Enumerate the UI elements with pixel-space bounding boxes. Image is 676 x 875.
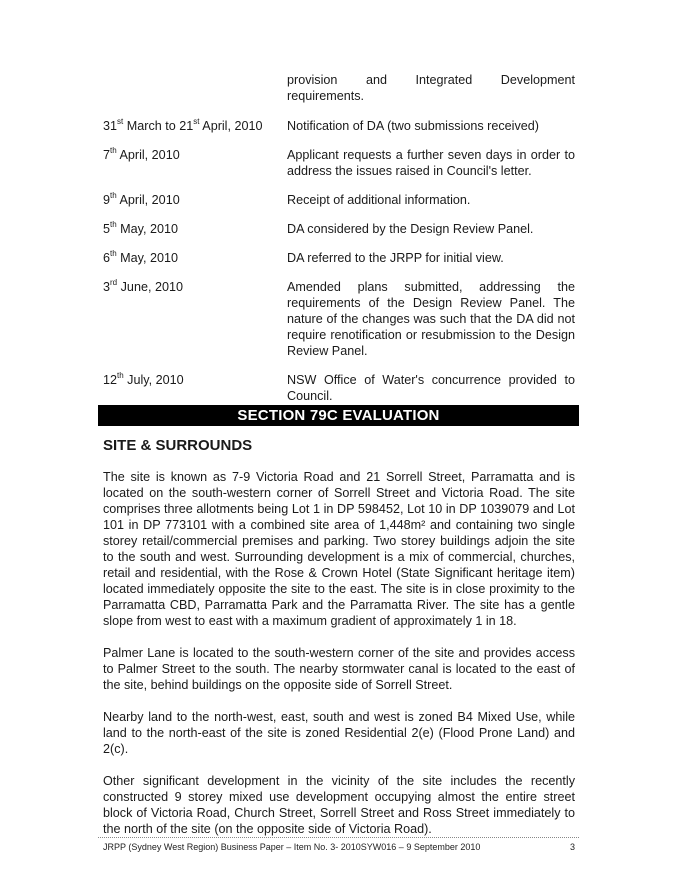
body-text [103,469,575,853]
timeline-row [103,250,575,266]
timeline-description: DA referred to the JRPP for initial view. [287,251,504,265]
paragraph: Palmer Lane is located to the south-western corner of the site and provides access to Palmer Street to the south. The nearby stormwater canal is located to the east of the site, behind buildings on the opposite side of Sorrell Street. [103,646,575,692]
timeline-date: 12th July, 2010 [103,370,184,387]
timeline-description: Applicant requests a further seven days in order to address the issues raised in Council's letter. [287,148,575,178]
paragraph: Other significant development in the vicinity of the site includes the recently constructed 9 storey mixed use development occupying almost the entire street block of Victoria Road, Church Street, Sorrell Street and Ross Street immediately to the north of the site (on the opposite side of Victoria Road). [103,774,575,836]
timeline-description: NSW Office of Water's concurrence provided to Council. [287,373,575,403]
timeline-date: 3rd June, 2010 [103,277,183,294]
timeline-date: 5th May, 2010 [103,219,179,236]
section-banner: SECTION 79C EVALUATION [98,405,579,426]
timeline-row [103,192,575,208]
timeline-description: Amended plans submitted, addressing the requirements of the Design Review Panel. The nature of the changes was such that the DA did not require renotification or resubmission to the Design Review Panel. [287,280,575,358]
section-heading: SITE & SURROUNDS [103,437,253,454]
timeline-row [103,147,575,179]
timeline-date: 6th May, 2010 [103,248,179,265]
timeline-date [103,72,287,104]
footer-divider [98,837,579,838]
timeline-row [103,72,575,104]
timeline-description: Receipt of additional information. [287,193,471,207]
timeline-description: Notification of DA (two submissions received) [287,119,539,133]
timeline-description: DA considered by the Design Review Panel. [287,222,534,236]
timeline-row [103,221,575,237]
timeline-date: 9th April, 2010 [103,190,180,207]
timeline-date: 31st March to 21st April, 2010 [103,116,263,133]
page-footer [103,842,575,852]
paragraph: The site is known as 7-9 Victoria Road and 21 Sorrell Street, Parramatta and is located on the south-western corner of Sorrell Street and Victoria Road. The site comprises three allotments being Lot 1 in DP 598452, Lot 10 in DP 1039079 and Lot 101 in DP 773101 with a combined site area of 1,448m² and containing two single storey retail/commercial premises and parking. Two storey buildings adjoin the site to the south and west. Surrounding development is a mix of commercial, churches, retail and residential, with the Rose & Crown Hotel (State Significant heritage item) located immediately opposite the site to the east. The site is in close proximity to the Parramatta CBD, Parramatta Park and the Parramatta River. The site has a gentle slope from west to east with a maximum gradient of approximately 1 in 18. [103,470,575,628]
timeline-date: 7th April, 2010 [103,145,180,162]
timeline-row [103,372,575,404]
timeline-description: provision and Integrated Development requirements. [287,73,575,103]
timeline-table [103,72,575,404]
timeline-row [103,118,575,134]
paragraph: Nearby land to the north-west, east, south and west is zoned B4 Mixed Use, while land to the north-east of the site is zoned Residential 2(e) (Flood Prone Land) and 2(c). [103,710,575,756]
timeline-row [103,279,575,359]
page-number: 3 [569,842,575,852]
footer-text: JRPP (Sydney West Region) Business Paper – Item No. 3- 2010SYW016 – 9 September 2010 [103,842,481,852]
